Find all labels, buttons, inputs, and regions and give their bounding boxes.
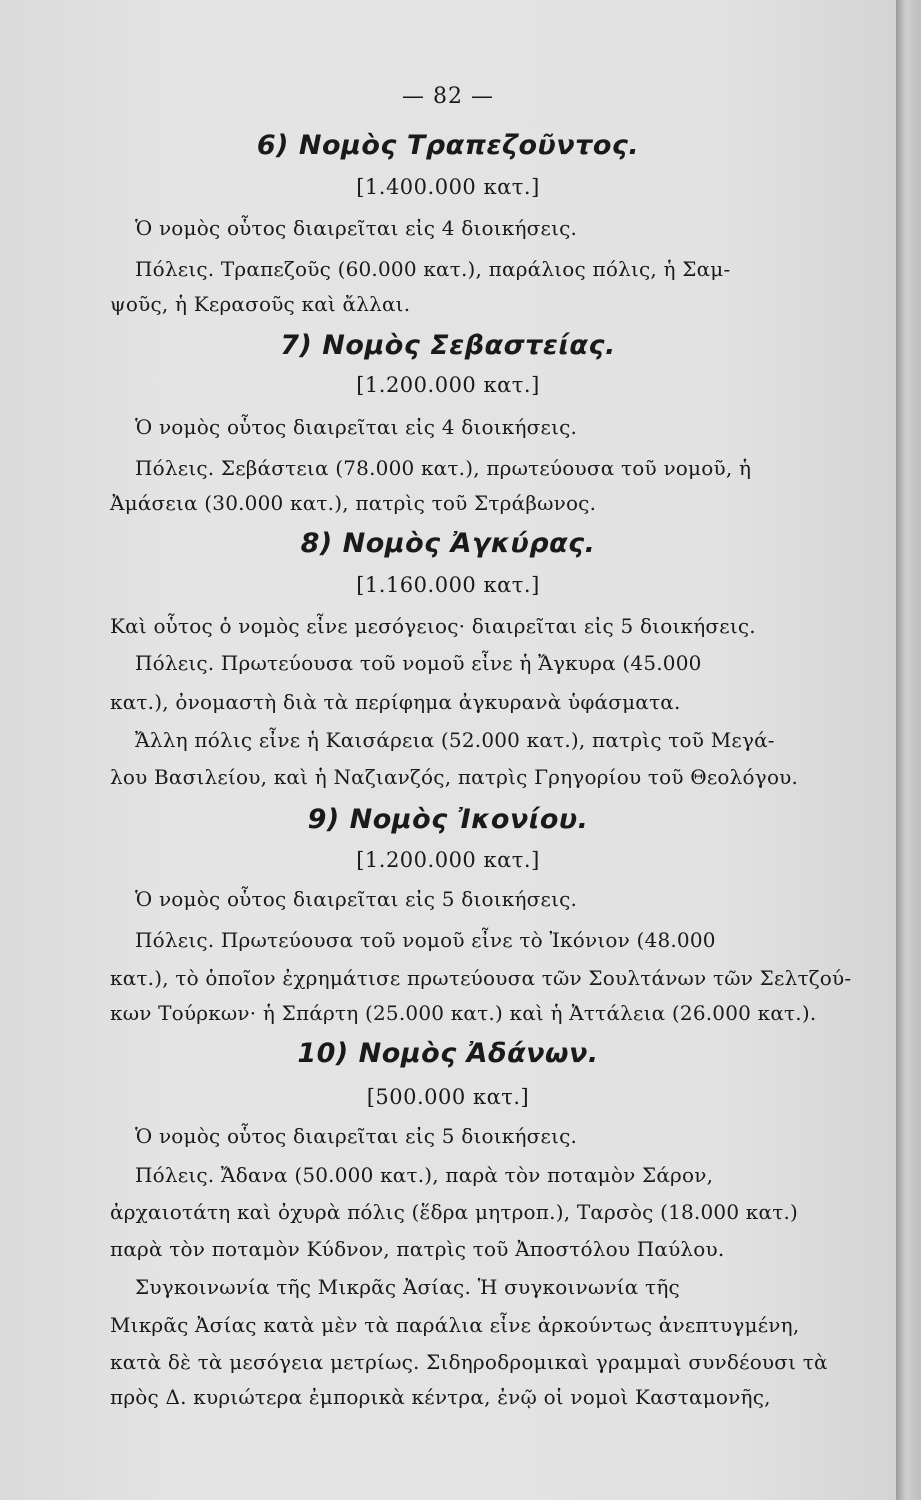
section-population-9: [1.200.000 κατ.] — [356, 848, 540, 872]
section-heading-6: 6) Νομὸς Τραπεζοῦντος. — [256, 130, 640, 161]
section-10-line-4: παρὰ τὸν ποταμὸν Κύδνον, πατρὶς τοῦ Ἀποστόλου Παύλου. — [110, 1237, 725, 1261]
section-6-line-3: ψοῦς, ἡ Κερασοῦς καὶ ἄλλαι. — [110, 292, 411, 316]
section-9-line-4: κων Τούρκων· ἡ Σπάρτη (25.000 κατ.) καὶ ἡ Ἀττάλεια (26.000 κατ.). — [110, 1001, 817, 1025]
section-population-10: [500.000 κατ.] — [366, 1085, 530, 1109]
section-6-line-2: Πόλεις. Τραπεζοῦς (60.000 κατ.), παράλιος πόλις, ἡ Σαμ- — [135, 257, 731, 281]
section-8-line-2: Πόλεις. Πρωτεύουσα τοῦ νομοῦ εἶνε ἡ Ἄγκυρα (45.000 — [135, 651, 702, 675]
section-10-line-2: Πόλεις. Ἄδανα (50.000 κατ.), παρὰ τὸν ποταμὸν Σάρον, — [135, 1163, 714, 1187]
section-heading-10: 10) Νομὸς Ἀδάνων. — [297, 1038, 599, 1069]
section-population-7: [1.200.000 κατ.] — [356, 373, 540, 397]
page-edge — [896, 0, 921, 1500]
section-8-line-4: Ἄλλη πόλις εἶνε ἡ Καισάρεια (52.000 κατ.), πατρὶς τοῦ Μεγά- — [135, 728, 775, 752]
section-8-line-1: Καὶ οὗτος ὁ νομὸς εἶνε μεσόγειος· διαιρεῖται εἰς 5 διοικήσεις. — [110, 614, 756, 638]
closing-line-1: Συγκοινωνία τῆς Μικρᾶς Ἀσίας. Ἡ συγκοινωνία τῆς — [135, 1275, 680, 1299]
section-9-line-1: Ὁ νομὸς οὗτος διαιρεῖται εἰς 5 διοικήσεις. — [135, 887, 578, 911]
page-number: — 82 — — [402, 84, 494, 109]
closing-line-2: Μικρᾶς Ἀσίας κατὰ μὲν τὰ παράλια εἶνε ἀρκούντως ἀνεπτυγμένη, — [110, 1313, 800, 1337]
section-7-line-3: Ἀμάσεια (30.000 κατ.), πατρὶς τοῦ Στράβωνος. — [110, 491, 597, 515]
closing-line-4: πρὸς Δ. κυριώτερα ἐμπορικὰ κέντρα, ἐνῷ οἱ νομοὶ Κασταμονῆς, — [110, 1385, 771, 1409]
section-10-line-1: Ὁ νομὸς οὗτος διαιρεῖται εἰς 5 διοικήσεις. — [135, 1124, 578, 1148]
section-7-line-2: Πόλεις. Σεβάστεια (78.000 κατ.), πρωτεύουσα τοῦ νομοῦ, ἡ — [135, 456, 752, 480]
section-8-line-3: κατ.), ὀνομαστὴ διὰ τὰ περίφημα ἀγκυρανὰ ὑφάσματα. — [110, 690, 681, 714]
section-heading-9: 9) Νομὸς Ἰκονίου. — [307, 804, 589, 835]
section-9-line-2: Πόλεις. Πρωτεύουσα τοῦ νομοῦ εἶνε τὸ Ἰκόνιον (48.000 — [135, 928, 716, 952]
section-10-line-3: ἀρχαιοτάτη καὶ ὀχυρὰ πόλις (ἕδρα μητροπ.), Ταρσὸς (18.000 κατ.) — [110, 1200, 799, 1224]
section-heading-7: 7) Νομὸς Σεβαστείας. — [280, 330, 616, 361]
closing-line-3: κατὰ δὲ τὰ μεσόγεια μετρίως. Σιδηροδρομικαὶ γραμμαὶ συνδέουσι τὰ — [110, 1350, 828, 1374]
section-6-line-1: Ὁ νομὸς οὗτος διαιρεῖται εἰς 4 διοικήσεις. — [135, 216, 578, 240]
section-population-8: [1.160.000 κατ.] — [356, 573, 540, 597]
section-heading-8: 8) Νομὸς Ἀγκύρας. — [300, 528, 596, 559]
section-7-line-1: Ὁ νομὸς οὗτος διαιρεῖται εἰς 4 διοικήσεις. — [135, 415, 578, 439]
section-9-line-3: κατ.), τὸ ὁποῖον ἐχρημάτισε πρωτεύουσα τῶν Σουλτάνων τῶν Σελτζού- — [110, 966, 852, 990]
section-population-6: [1.400.000 κατ.] — [356, 175, 540, 199]
section-8-line-5: λου Βασιλείου, καὶ ἡ Ναζιανζός, πατρὶς Γρηγορίου τοῦ Θεολόγου. — [110, 765, 799, 789]
